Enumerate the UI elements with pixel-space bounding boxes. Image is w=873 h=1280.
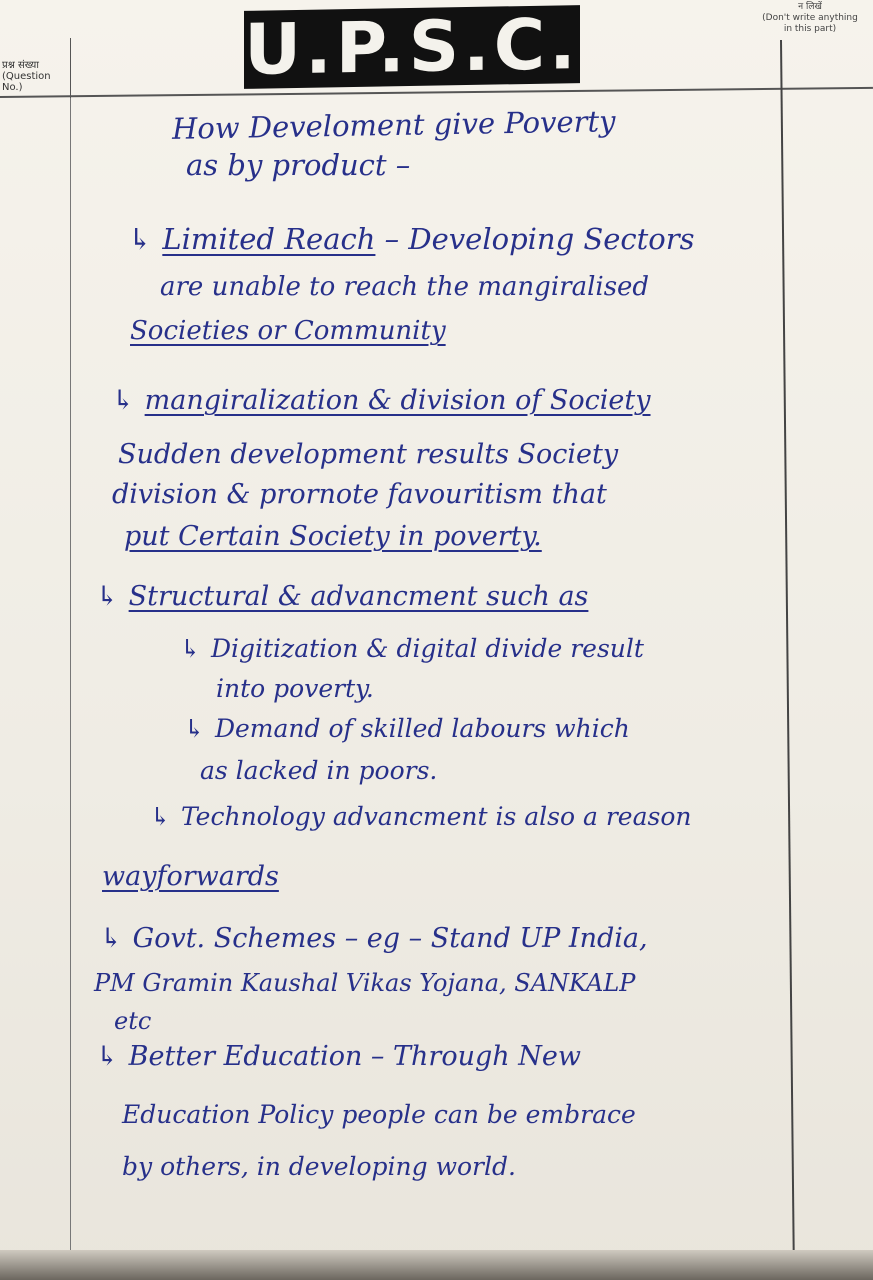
- wayforward-govt-schemes: [100, 922, 648, 956]
- point-line-text: Developing Sectors: [408, 222, 695, 256]
- point-title: Limited Reach: [162, 222, 376, 256]
- right-margin-line: [780, 40, 795, 1280]
- wayforward-govt-schemes-line3: etc: [114, 1007, 152, 1035]
- wayforward-text: Govt. Schemes – eg – Stand UP India,: [132, 923, 648, 954]
- sub-point-text: Demand of skilled labours which: [214, 714, 630, 743]
- arrow-icon: ↳: [184, 714, 205, 743]
- sub-point-text: Digitization & digital divide result: [210, 634, 644, 663]
- arrow-icon: ↳: [180, 634, 201, 663]
- point-title: Structural & advancment such as: [128, 581, 589, 612]
- sub-point-skilled-labour-line2: as lacked in poors.: [200, 756, 438, 785]
- arrow-icon: ↳: [128, 222, 153, 256]
- page-bottom-edge: [0, 1250, 873, 1280]
- question-label-english: (Question No.): [2, 71, 51, 93]
- corner-instruction-english: (Don't write anything in this part): [762, 13, 858, 34]
- point-structural: [96, 580, 588, 614]
- wayforward-education-line2: Education Policy people can be embrace: [122, 1100, 636, 1129]
- wayforward-education: [96, 1040, 581, 1074]
- question-number-label: [2, 60, 66, 93]
- point-limited-reach-line2: are unable to reach the mangiralised: [160, 272, 650, 302]
- point-limited-reach: [128, 222, 695, 256]
- question-column-divider: [70, 38, 71, 98]
- sub-point-digitization: [180, 632, 644, 666]
- wayforward-education-line3: by others, in developing world.: [122, 1152, 516, 1181]
- point-dash: –: [375, 222, 409, 256]
- point-limited-reach-line3: Societies or Community: [130, 316, 446, 346]
- point-title: mangiralization & division of Society: [144, 385, 651, 416]
- question-label-hindi: प्रश्न संख्या: [2, 60, 39, 71]
- arrow-icon: ↳: [112, 385, 135, 416]
- upsc-brand-logo: U.P.S.C.: [244, 3, 580, 91]
- left-margin-line: [70, 98, 71, 1280]
- point-marginalization: [112, 384, 651, 418]
- answer-heading-line1: How Develoment give Poverty: [171, 104, 616, 146]
- point-marginalization-line2: division & prornote favouritism that: [112, 479, 607, 510]
- wayforward-text: Better Education – Through New: [128, 1041, 581, 1072]
- sheet-header: [0, 0, 873, 100]
- corner-instruction-hindi: न लिखें: [798, 2, 822, 12]
- arrow-icon: ↳: [150, 802, 171, 831]
- point-marginalization-line1: Sudden development results Society: [118, 439, 619, 470]
- arrow-icon: ↳: [96, 581, 119, 612]
- arrow-icon: ↳: [100, 923, 123, 954]
- sub-point-skilled-labour: [184, 712, 630, 746]
- wayforward-heading: wayforwards: [102, 861, 279, 892]
- answer-heading-line2: as by product –: [186, 148, 411, 182]
- corner-instruction: [762, 2, 858, 35]
- sub-point-text: Technology advancment is also a reason: [180, 802, 692, 831]
- point-marginalization-line3: put Certain Society in poverty.: [124, 521, 542, 552]
- sub-point-digitization-line2: into poverty.: [216, 674, 374, 703]
- wayforward-govt-schemes-line2: PM Gramin Kaushal Vikas Yojana, SANKALP: [94, 969, 636, 997]
- arrow-icon: ↳: [96, 1041, 119, 1072]
- sub-point-technology: [150, 800, 691, 834]
